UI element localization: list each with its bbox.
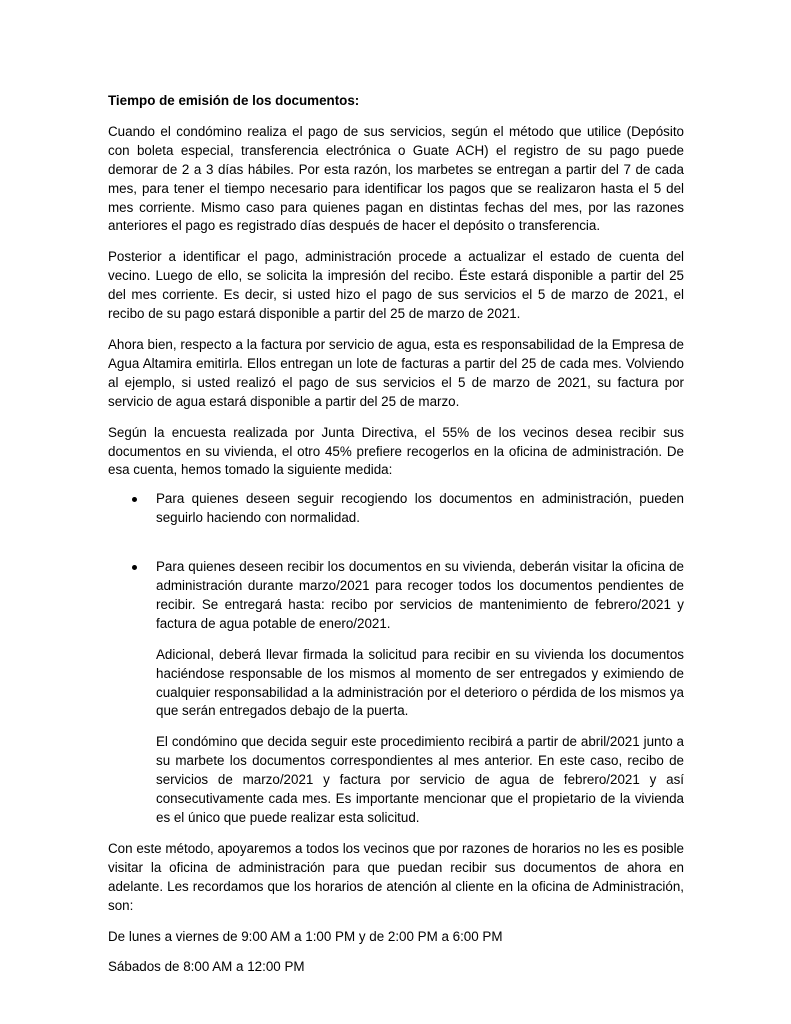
paragraph-survey: Según la encuesta realizada por Junta Directiva, el 55% de los vecinos desea recibir sus documentos en su vivienda, el otro 45% prefiere recogerlos en la oficina de administración. De esa cuenta, hemos tomado la siguiente medida: <box>108 424 684 478</box>
paragraph-emission-time: Cuando el condómino realiza el pago de sus servicios, según el método que utilice (Depósito con boleta especial, transferencia electrónica o Guate ACH) el registro de su pago puede demorar de 2 a 3 días hábiles. Por esta razón, los marbetes se entregan a partir del 7 de cada mes, para tener el tiempo necesario para identificar los pagos que se realizaron hasta el 5 del mes corriente. Mismo caso para quienes pagan en distintas fechas del mes, por las razones anteriores el pago es registrado días después de hacer el depósito o transferencia. <box>108 123 684 234</box>
list-item <box>108 558 684 828</box>
list-item-text: Para quienes deseen seguir recogiendo los documentos en administración, pueden seguirlo haciendo con normalidad. <box>156 491 684 526</box>
bullet-icon <box>132 497 137 502</box>
paragraph-receipt: Posterior a identificar el pago, administración procede a actualizar el estado de cuenta del vecino. Luego de ello, se solicita la impresión del recibo. Éste estará disponible a partir del 25 del mes corriente. Es decir, si usted hizo el pago de sus servicios el 5 de marzo de 2021, el recibo de su pago estará disponible a partir del 25 de marzo de 2021. <box>108 249 684 322</box>
list-item <box>108 490 684 528</box>
list-item-text: El condómino que decida seguir este procedimiento recibirá a partir de abril/2021 junto a su marbete los documentos correspondientes al mes anterior. En este caso, recibo de servicios de marzo/2021 y factura por servicio de agua de febrero/2021 y así consecutivamente cada mes. Es importante mencionar que el propietario de la vivienda es el único que puede realizar esta solicitud. <box>156 734 684 825</box>
document-body <box>108 92 684 989</box>
bullet-icon <box>132 565 137 570</box>
schedule-weekdays: De lunes a viernes de 9:00 AM a 1:00 PM y de 2:00 PM a 6:00 PM <box>108 928 503 944</box>
list-item-text: Adicional, deberá llevar firmada la solicitud para recibir en su vivienda los documentos haciéndose responsable de los mismos al momento de ser entregados y eximiendo de cualquier responsabilidad a la administración por el deterioro o pérdida de los mismos ya que serán entregados debajo de la puerta. <box>156 646 684 719</box>
paragraph-water-invoice: Ahora bien, respecto a la factura por servicio de agua, esta es responsabilidad de la Empresa de Agua Altamira emitirla. Ellos entregan un lote de facturas a partir del 25 de cada mes. Volviendo al ejemplo, si usted realizó el pago de sus servicios el 5 de marzo de 2021, su factura por servicio de agua estará disponible a partir del 25 de marzo. <box>108 336 684 409</box>
document-title: Tiempo de emisión de los documentos: <box>108 93 360 108</box>
schedule-saturday: Sábados de 8:00 AM a 12:00 PM <box>108 959 305 975</box>
measures-list <box>108 490 684 828</box>
paragraph-closing: Con este método, apoyaremos a todos los vecinos que por razones de horarios no les es posible visitar la oficina de administración para que puedan recibir sus documentos de ahora en adelante. Les recordamos que los horarios de atención al cliente en la oficina de Administración, son: <box>108 840 684 913</box>
list-item-text: Para quienes deseen recibir los documentos en su vivienda, deberán visitar la oficina de administración durante marzo/2021 para recoger todos los documentos pendientes de recibir. Se entregará hasta: recibo por servicios de mantenimiento de febrero/2021 y factura de agua potable de enero/2021. <box>156 559 684 631</box>
